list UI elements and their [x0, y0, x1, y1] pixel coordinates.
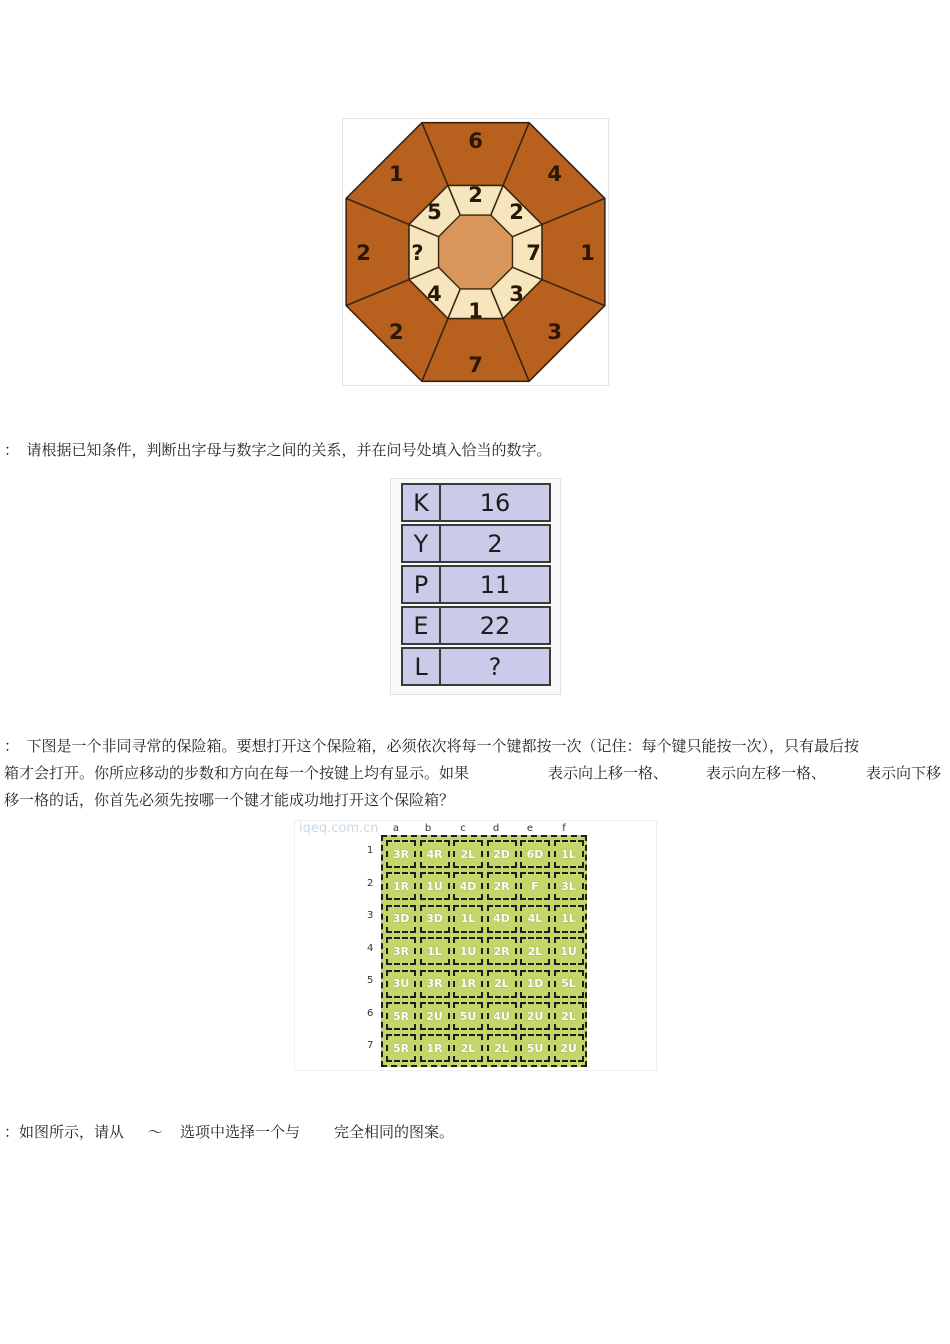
outer-number: 6	[468, 129, 483, 153]
question-pattern-text-b: ～	[148, 1123, 164, 1141]
safe-key: 2R	[487, 937, 517, 965]
safe-key: 5U	[520, 1034, 550, 1062]
safe-key: 1L	[554, 840, 584, 868]
safe-key: 1U	[420, 872, 450, 900]
table-row	[401, 565, 551, 604]
column-header: a	[392, 823, 400, 834]
row-header: 5	[367, 975, 374, 986]
safe-key: 1U	[554, 937, 584, 965]
table-cell-letter: L	[401, 647, 441, 686]
safe-key: F	[520, 872, 550, 900]
outer-number: 2	[356, 241, 371, 265]
safe-key: 2L	[487, 1034, 517, 1062]
column-header: b	[424, 823, 432, 834]
octagon-puzzle-figure	[342, 118, 609, 386]
inner-number: 5	[427, 199, 442, 224]
column-header: d	[492, 823, 500, 834]
safe-key: 4U	[487, 1002, 517, 1030]
safe-key: 2L	[520, 937, 550, 965]
safe-key: 6D	[520, 840, 550, 868]
safe-key: 5L	[554, 970, 584, 998]
safe-key: 3U	[386, 970, 416, 998]
inner-number: 1	[468, 299, 483, 323]
table-row	[401, 606, 551, 645]
table-cell-number: ?	[439, 647, 551, 686]
safe-key: 1R	[420, 1034, 450, 1062]
row-header: 7	[367, 1040, 374, 1051]
table-row	[401, 483, 551, 522]
inner-number: 7	[526, 241, 541, 265]
question-safe-text-2a: 箱才会打开。你所应移动的步数和方向在每一个按键上均有显示。如果	[4, 764, 470, 782]
watermark: iqeq.com.cn	[299, 821, 379, 836]
question-safe-text-2c: 表示向左移一格、	[706, 764, 827, 782]
question-safe-text-1: ： 下图是一个非同寻常的保险箱。要想打开这个保险箱，必须依次将每一个键都按一次（记住：每个键只能按一次），只有最后按	[4, 737, 860, 755]
outer-number: 4	[547, 161, 563, 186]
table-cell-letter: K	[401, 483, 441, 522]
question-safe-text-2d: 表示向下移	[866, 764, 942, 782]
safe-key: 4D	[487, 905, 517, 933]
safe-key: 2L	[487, 970, 517, 998]
column-header: c	[460, 823, 466, 834]
question-pattern-text-c: 选项中选择一个与	[180, 1123, 301, 1141]
table-cell-number: 2	[439, 524, 551, 563]
row-header: 3	[367, 910, 374, 921]
column-header: f	[562, 823, 566, 834]
safe-key: 3D	[420, 905, 450, 933]
safe-keypad	[381, 835, 587, 1067]
safe-key: 1L	[554, 905, 584, 933]
table-cell-number: 16	[439, 483, 551, 522]
outer-number: 3	[547, 320, 563, 345]
question-letters-text: ： 请根据已知条件，判断出字母与数字之间的关系，并在问号处填入恰当的数字。	[4, 441, 552, 459]
row-header: 4	[367, 942, 374, 954]
safe-keypad-figure	[294, 820, 657, 1071]
octagon-svg	[343, 119, 608, 385]
row-header: 6	[367, 1007, 374, 1019]
inner-number: 2	[468, 183, 483, 207]
question-safe-text-2b: 表示向上移一格、	[548, 764, 669, 782]
safe-key: 3R	[386, 937, 416, 965]
safe-key: 5R	[386, 1034, 416, 1062]
table-cell-letter: P	[401, 565, 441, 604]
table-row	[401, 647, 551, 686]
outer-number: 7	[468, 353, 483, 377]
row-header: 1	[367, 845, 374, 856]
safe-key: 4R	[420, 840, 450, 868]
safe-key: 1R	[453, 970, 483, 998]
safe-key: 1D	[520, 970, 550, 998]
row-header: 2	[367, 877, 374, 889]
inner-number: 4	[427, 282, 442, 307]
question-pattern-text-d: 完全相同的图案。	[334, 1123, 455, 1141]
table-row	[401, 524, 551, 563]
safe-key: 2U	[420, 1002, 450, 1030]
safe-key: 2L	[453, 1034, 483, 1062]
safe-key: 5R	[386, 1002, 416, 1030]
inner-number: 2	[509, 199, 524, 224]
safe-key: 4L	[520, 905, 550, 933]
safe-key: 2U	[520, 1002, 550, 1030]
safe-key: 1R	[386, 872, 416, 900]
table-cell-letter: E	[401, 606, 441, 645]
safe-key: 3L	[554, 872, 584, 900]
safe-key: 1L	[420, 937, 450, 965]
safe-key: 1L	[453, 905, 483, 933]
safe-key: 2U	[554, 1034, 584, 1062]
safe-key: 2L	[554, 1002, 584, 1030]
safe-key: 2L	[453, 840, 483, 868]
safe-key: 3D	[386, 905, 416, 933]
safe-key: 2R	[487, 872, 517, 900]
inner-number: 3	[509, 282, 524, 307]
inner-number: ?	[411, 241, 424, 265]
outer-number: 1	[388, 161, 404, 186]
question-pattern-text-a: ：如图所示，请从	[4, 1123, 125, 1141]
safe-key: 2D	[487, 840, 517, 868]
table-cell-letter: Y	[401, 524, 441, 563]
safe-key: 4D	[453, 872, 483, 900]
safe-key: 1U	[453, 937, 483, 965]
outer-number: 2	[388, 320, 404, 345]
table-cell-number: 22	[439, 606, 551, 645]
question-safe-text-3: 移一格的话，你首先必须先按哪一个键才能成功地打开这个保险箱？	[4, 791, 455, 809]
outer-number: 1	[580, 241, 595, 265]
safe-key: 3R	[420, 970, 450, 998]
letter-number-table	[390, 478, 561, 695]
table-cell-number: 11	[439, 565, 551, 604]
safe-key: 5U	[453, 1002, 483, 1030]
safe-key: 3R	[386, 840, 416, 868]
column-header: e	[526, 823, 534, 834]
octagon-center	[439, 215, 513, 289]
